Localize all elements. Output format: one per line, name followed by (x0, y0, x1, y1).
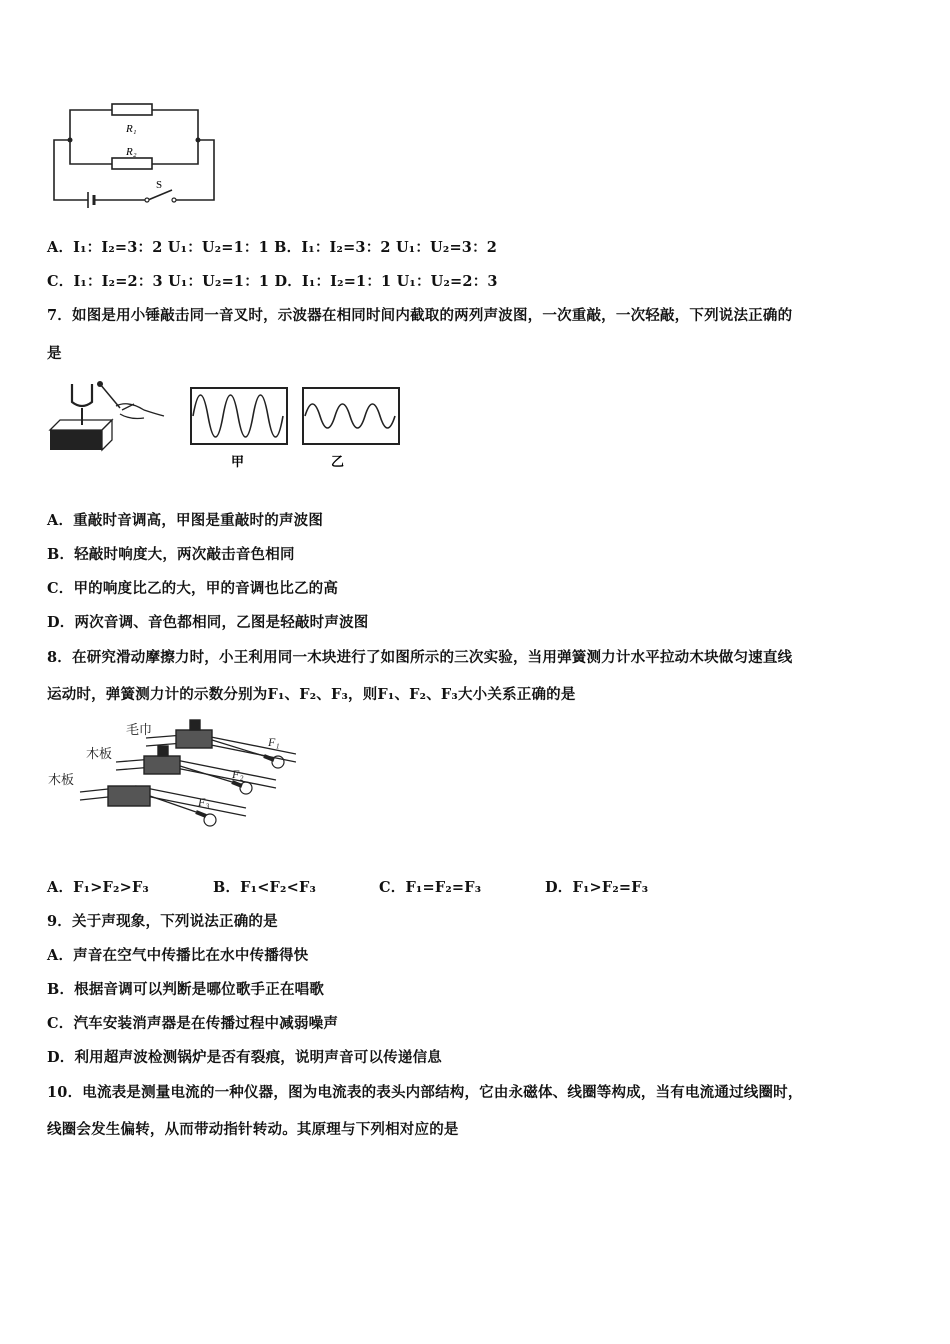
label-board1: 木板 (86, 747, 113, 762)
q6-option-ab: A．I₁：I₂=3：2 U₁：U₂=1：1 B．I₁：I₂=3：2 U₁：U₂=3：2 (47, 239, 498, 256)
label-switch: S (156, 179, 163, 191)
q7-option-b: B．轻敲时响度大，两次敲击音色相同 (47, 546, 295, 563)
label-f1: F₁ (268, 735, 280, 749)
q9-option-c: C．汽车安装消声器是在传播过程中减弱噪声 (47, 1015, 339, 1032)
q9-option-a: A．声音在空气中传播比在水中传播得快 (47, 947, 309, 964)
q10-stem-line1: 10．电流表是测量电流的一种仪器，图为电流表的表头内部结构，它由永磁体、线圈等构成，当有电流通过线圈时， (47, 1084, 803, 1101)
q8-stem-line1: 8．在研究滑动摩擦力时，小王利用同一木块进行了如图所示的三次实验，当用弹簧测力计水平拉动木块做匀速直线 (47, 649, 793, 666)
label-board2: 木板 (48, 773, 75, 788)
wave-figure-yi (301, 386, 401, 470)
q7-option-c: C．甲的响度比乙的大，甲的音调也比乙的高 (47, 580, 339, 597)
wave-figure-jia (189, 386, 289, 470)
q10-stem-line2: 线圈会发生偏转，从而带动指针转动。其原理与下列相对应的是 (47, 1121, 459, 1138)
q8-option-d: D．F₁>F₂=F₃ (545, 879, 649, 896)
q7-option-a: A．重敲时音调高，甲图是重敲时的声波图 (47, 512, 324, 529)
q6-option-cd: C．I₁：I₂=2：3 U₁：U₂=1：1 D．I₁：I₂=1：1 U₁：U₂=2：3 (47, 273, 498, 290)
label-yi: 乙 (331, 455, 345, 470)
q9-option-d: D．利用超声波检测锅炉是否有裂痕，说明声音可以传递信息 (47, 1049, 442, 1066)
label-towel: 毛巾 (126, 723, 153, 738)
friction-experiment-figure (46, 716, 296, 846)
circuit-figure (50, 98, 220, 210)
q8-option-b: B．F₁<F₂<F₃ (213, 879, 316, 896)
q8-option-c: C．F₁=F₂=F₃ (379, 879, 482, 896)
q9-option-b: B．根据音调可以判断是哪位歌手正在唱歌 (47, 981, 325, 998)
q9-stem: 9．关于声现象，下列说法正确的是 (47, 913, 278, 930)
q8-option-a: A．F₁>F₂>F₃ (47, 879, 149, 896)
label-r2: R₂ (126, 146, 137, 158)
label-f2: F₂ (232, 767, 244, 781)
label-f3: F₃ (198, 795, 210, 809)
q8-stem-line2: 运动时，弹簧测力计的示数分别为F₁、F₂、F₃，则F₁、F₂、F₃大小关系正确的是 (47, 686, 576, 703)
q7-stem-line1: 7．如图是用小锤敲击同一音叉时，示波器在相同时间内截取的两列声波图，一次重敲，一次轻敲，下列说法正确的 (47, 307, 793, 324)
q7-option-d: D．两次音调、音色都相同，乙图是轻敲时声波图 (47, 614, 369, 631)
tuning-fork-figure (48, 380, 168, 455)
label-jia: 甲 (231, 455, 245, 470)
q8-options (47, 876, 648, 897)
q7-stem-line2: 是 (47, 345, 62, 362)
label-r1: R₁ (126, 123, 137, 135)
